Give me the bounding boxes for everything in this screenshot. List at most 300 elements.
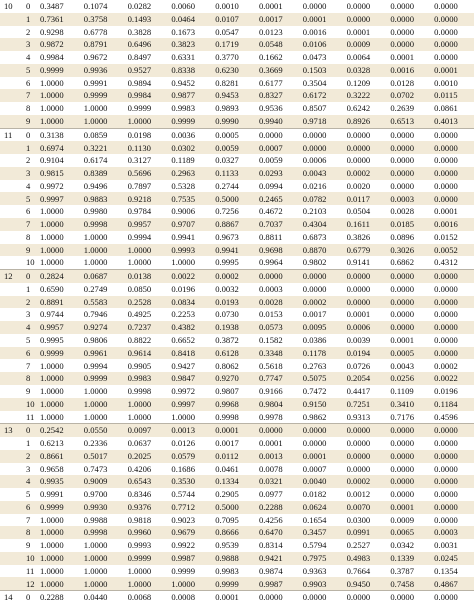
probability-cell: 0.9997 — [171, 398, 215, 411]
x-cell: 5 — [26, 334, 31, 345]
probability-cell: 0.0000 — [390, 296, 434, 309]
probability-cell: 0.0000 — [434, 309, 458, 320]
x-cell: 7 — [26, 360, 31, 371]
table-row — [0, 321, 474, 334]
probability-cell: 0.0182 — [302, 489, 327, 500]
probability-cell: 0.9872 — [40, 38, 84, 51]
probability-cell: 0.6778 — [83, 26, 108, 37]
probability-cell: 0.7361 — [40, 13, 84, 26]
probability-cell: 1.0000 — [40, 244, 84, 257]
probability-cell: 0.9807 — [215, 386, 239, 397]
probability-cell: 0.3669 — [259, 64, 303, 77]
n-cell — [0, 398, 26, 411]
table-row — [0, 488, 474, 501]
probability-cell: 0.9980 — [83, 206, 108, 217]
probability-cell: 0.7946 — [83, 309, 108, 320]
x-cell: 9 — [26, 386, 31, 397]
n-cell — [0, 205, 26, 218]
n-cell — [0, 115, 26, 128]
probability-cell: 0.0861 — [434, 103, 458, 114]
probability-cell: 0.0000 — [390, 321, 434, 334]
probability-cell: 0.9998 — [84, 218, 128, 231]
x-cell: 8 — [26, 231, 31, 242]
probability-cell: 0.0003 — [258, 283, 283, 294]
probability-cell: 0.0060 — [171, 1, 196, 12]
probability-cell: 0.0123 — [258, 26, 283, 37]
x-cell: 0 — [26, 1, 31, 12]
probability-cell: 0.9270 — [215, 372, 259, 385]
probability-cell: 0.9298 — [40, 26, 64, 37]
probability-cell: 0.8661 — [40, 450, 84, 463]
probability-cell: 0.0000 — [434, 475, 474, 488]
probability-cell: 1.0000 — [40, 218, 84, 231]
probability-cell: 0.0687 — [84, 270, 128, 283]
probability-cell: 0.1503 — [303, 64, 347, 77]
probability-cell: 1.0000 — [171, 577, 215, 590]
probability-cell: 0.9006 — [171, 206, 196, 217]
n-cell — [0, 102, 26, 115]
x-cell: 10 — [26, 257, 35, 268]
table-row — [0, 385, 474, 398]
probability-cell: 0.6242 — [346, 103, 371, 114]
probability-cell: 0.9883 — [84, 192, 128, 205]
n-cell — [0, 488, 26, 501]
probability-cell: 0.1178 — [303, 347, 347, 360]
probability-cell: 0.0000 — [434, 438, 458, 449]
probability-cell: 0.0106 — [303, 38, 347, 51]
probability-cell: 0.9984 — [128, 89, 172, 102]
n-cell — [0, 256, 26, 269]
probability-cell: 0.9972 — [40, 180, 64, 191]
probability-cell: 0.9960 — [128, 526, 172, 539]
probability-cell: 0.6174 — [83, 155, 108, 166]
probability-cell: 0.9818 — [127, 514, 152, 525]
table-row — [0, 0, 474, 13]
x-cell: 1 — [26, 283, 31, 294]
n-cell — [0, 501, 26, 514]
x-cell: 3 — [26, 38, 40, 51]
probability-cell: 0.0152 — [434, 231, 458, 242]
n-cell — [0, 180, 26, 193]
probability-cell: 0.9104 — [40, 155, 64, 166]
probability-cell: 0.0017 — [259, 13, 303, 26]
probability-cell: 0.0000 — [434, 334, 458, 345]
n-cell — [0, 437, 26, 450]
probability-cell: 1.0000 — [40, 565, 64, 576]
probability-cell: 0.0008 — [171, 591, 215, 604]
probability-cell: 0.0193 — [215, 296, 259, 309]
probability-cell: 0.9905 — [127, 360, 152, 371]
probability-cell: 0.8870 — [303, 244, 347, 257]
probability-cell: 0.0016 — [390, 64, 434, 77]
n-cell — [0, 565, 26, 578]
x-cell: 4 — [26, 52, 31, 63]
probability-cell: 0.7472 — [302, 386, 327, 397]
probability-cell: 0.0302 — [171, 141, 215, 154]
probability-cell: 0.9862 — [302, 411, 327, 422]
n-cell: 10 — [4, 1, 13, 12]
table-row — [0, 256, 474, 269]
probability-cell: 1.0000 — [171, 257, 196, 268]
probability-cell: 0.5696 — [128, 167, 172, 180]
table-row — [0, 26, 474, 39]
x-cell: 9 — [26, 244, 40, 257]
probability-cell: 0.0000 — [434, 155, 458, 166]
table-row — [0, 192, 474, 205]
probability-cell: 1.0000 — [128, 398, 172, 411]
table-row — [0, 13, 474, 26]
probability-cell: 0.0126 — [171, 438, 196, 449]
probability-cell: 0.9700 — [83, 489, 108, 500]
probability-cell: 0.8062 — [215, 360, 239, 371]
probability-cell: 0.0859 — [84, 128, 128, 141]
n-cell — [0, 334, 26, 347]
probability-cell: 0.0702 — [390, 89, 434, 102]
x-cell: 3 — [26, 167, 40, 180]
probability-cell: 0.2336 — [83, 438, 108, 449]
probability-cell: 0.6213 — [40, 438, 64, 449]
probability-cell: 0.0007 — [302, 463, 327, 474]
probability-cell: 0.0002 — [303, 296, 347, 309]
probability-cell: 0.0550 — [84, 424, 128, 437]
probability-cell: 0.9993 — [127, 540, 152, 551]
probability-cell: 0.0977 — [258, 489, 283, 500]
probability-cell: 0.0052 — [434, 244, 474, 257]
probability-cell: 0.0198 — [128, 128, 172, 141]
probability-cell: 0.0003 — [434, 526, 474, 539]
probability-cell: 1.0000 — [40, 89, 84, 102]
probability-cell: 0.0547 — [215, 26, 239, 37]
probability-cell: 0.9941 — [171, 231, 196, 242]
probability-cell: 0.9999 — [40, 501, 84, 514]
probability-cell: 1.0000 — [83, 411, 108, 422]
probability-cell: 0.2639 — [390, 103, 415, 114]
probability-cell: 0.0000 — [434, 424, 474, 437]
probability-cell: 0.0196 — [434, 386, 458, 397]
probability-cell: 0.0573 — [259, 321, 303, 334]
probability-cell: 0.0065 — [390, 526, 434, 539]
x-cell: 2 — [26, 155, 31, 166]
probability-cell: 0.0012 — [346, 489, 371, 500]
probability-cell: 1.0000 — [128, 577, 172, 590]
probability-cell: 0.9993 — [171, 244, 215, 257]
probability-cell: 0.9877 — [171, 89, 215, 102]
probability-cell: 0.0282 — [127, 1, 152, 12]
probability-cell: 1.0000 — [83, 257, 108, 268]
n-cell — [0, 359, 26, 372]
table-row — [0, 565, 474, 578]
probability-cell: 1.0000 — [40, 372, 84, 385]
probability-cell: 1.0000 — [171, 411, 196, 422]
probability-cell: 0.6862 — [390, 257, 415, 268]
probability-cell: 0.4206 — [127, 463, 152, 474]
probability-cell: 0.9894 — [127, 77, 152, 88]
probability-cell: 0.0031 — [434, 540, 458, 551]
probability-cell: 0.9999 — [84, 89, 128, 102]
probability-cell: 0.5017 — [84, 450, 128, 463]
probability-cell: 0.4304 — [303, 218, 347, 231]
probability-cell: 0.0003 — [390, 192, 434, 205]
probability-cell: 1.0000 — [40, 360, 64, 371]
probability-cell: 1.0000 — [83, 231, 108, 242]
n-cell — [0, 231, 26, 244]
probability-cell: 0.9166 — [258, 386, 283, 397]
probability-cell: 0.9983 — [128, 372, 172, 385]
probability-cell: 0.0000 — [347, 296, 391, 309]
probability-cell: 0.0001 — [258, 1, 283, 12]
probability-cell: 0.8314 — [258, 540, 283, 551]
probability-cell: 0.3127 — [127, 155, 152, 166]
probability-cell: 0.1938 — [215, 321, 259, 334]
probability-cell: 0.0001 — [215, 591, 259, 604]
probability-cell: 0.6331 — [171, 52, 196, 63]
probability-cell: 0.0022 — [171, 270, 215, 283]
n-cell: 14 — [0, 591, 26, 604]
probability-cell: 0.9999 — [171, 115, 215, 128]
probability-cell: 0.0059 — [258, 155, 283, 166]
probability-cell: 0.2528 — [128, 296, 172, 309]
probability-cell: 0.0001 — [434, 64, 474, 77]
probability-cell: 0.0000 — [347, 424, 391, 437]
n-cell — [0, 244, 26, 257]
x-cell: 0 — [26, 591, 40, 604]
x-cell: 8 — [26, 103, 31, 114]
probability-cell: 0.4312 — [434, 257, 458, 268]
x-cell: 8 — [26, 372, 40, 385]
table-row — [0, 591, 474, 604]
probability-cell: 0.0000 — [434, 463, 458, 474]
x-cell: 5 — [26, 192, 40, 205]
probability-cell: 0.0013 — [171, 424, 215, 437]
probability-cell: 0.0473 — [302, 52, 327, 63]
x-cell: 2 — [26, 296, 40, 309]
probability-cell: 0.0000 — [302, 438, 327, 449]
probability-cell: 0.0001 — [346, 309, 371, 320]
probability-cell: 0.0000 — [434, 192, 474, 205]
probability-cell: 0.0327 — [215, 155, 239, 166]
probability-cell: 0.0328 — [347, 64, 391, 77]
probability-cell: 0.9452 — [171, 77, 196, 88]
probability-cell: 1.0000 — [127, 411, 152, 422]
x-cell: 4 — [26, 321, 40, 334]
probability-cell: 0.0001 — [303, 13, 347, 26]
probability-cell: 0.9679 — [171, 526, 215, 539]
table-row — [0, 115, 474, 128]
x-cell: 0 — [26, 270, 40, 283]
table-row — [0, 89, 474, 102]
probability-cell: 0.9998 — [84, 526, 128, 539]
probability-cell: 0.0016 — [434, 218, 474, 231]
probability-cell: 0.0043 — [303, 167, 347, 180]
probability-cell: 0.1611 — [347, 218, 391, 231]
table-row — [0, 539, 474, 552]
probability-cell: 0.2905 — [215, 489, 239, 500]
n-cell — [0, 167, 26, 180]
probability-cell: 0.0001 — [258, 438, 283, 449]
n-cell — [0, 385, 26, 398]
probability-cell: 0.9141 — [346, 257, 371, 268]
probability-cell: 0.0000 — [346, 283, 371, 294]
probability-cell: 0.0000 — [347, 141, 391, 154]
table-row — [0, 218, 474, 231]
table-row — [0, 283, 474, 296]
probability-cell: 0.1582 — [258, 334, 283, 345]
table-row — [0, 154, 474, 167]
probability-cell: 0.7535 — [171, 192, 215, 205]
probability-cell: 0.0138 — [128, 270, 172, 283]
probability-cell: 0.0321 — [259, 475, 303, 488]
probability-cell: 0.2527 — [346, 540, 371, 551]
probability-cell: 0.0000 — [390, 180, 415, 191]
probability-cell: 0.9614 — [128, 347, 172, 360]
probability-cell: 0.1189 — [171, 155, 195, 166]
probability-cell: 1.0000 — [128, 115, 172, 128]
probability-cell: 0.0000 — [346, 463, 371, 474]
x-cell: 4 — [26, 475, 40, 488]
probability-cell: 1.0000 — [84, 552, 128, 565]
probability-cell: 1.0000 — [40, 386, 64, 397]
probability-cell: 0.9536 — [258, 103, 283, 114]
n-cell — [0, 475, 26, 488]
probability-cell: 0.2465 — [259, 192, 303, 205]
probability-cell: 0.0097 — [128, 424, 172, 437]
n-cell — [0, 26, 26, 39]
n-cell — [0, 577, 26, 590]
probability-cell: 0.0000 — [302, 283, 327, 294]
probability-cell: 0.6974 — [40, 141, 84, 154]
probability-cell: 0.9957 — [128, 218, 172, 231]
probability-cell: 0.0000 — [390, 38, 434, 51]
probability-cell: 0.0022 — [434, 372, 474, 385]
probability-cell: 0.1654 — [302, 514, 327, 525]
probability-cell: 0.9363 — [302, 565, 327, 576]
probability-cell: 0.8791 — [84, 38, 128, 51]
table-row — [0, 167, 474, 180]
probability-cell: 0.4417 — [346, 386, 371, 397]
n-cell: 11 — [0, 128, 26, 141]
x-cell: 10 — [26, 552, 40, 565]
probability-cell: 0.0000 — [390, 26, 415, 37]
probability-cell: 0.7176 — [390, 411, 415, 422]
probability-cell: 0.0000 — [434, 1, 458, 12]
probability-cell: 0.0834 — [171, 296, 215, 309]
probability-cell: 0.1354 — [434, 565, 458, 576]
n-cell — [0, 218, 26, 231]
probability-cell: 0.9995 — [40, 334, 64, 345]
probability-cell: 0.7458 — [390, 577, 434, 590]
probability-cell: 0.0001 — [215, 424, 259, 437]
probability-cell: 0.1339 — [390, 552, 434, 565]
probability-cell: 0.0001 — [346, 26, 371, 37]
probability-cell: 0.0043 — [390, 360, 415, 371]
probability-cell: 0.0194 — [347, 347, 391, 360]
probability-cell: 0.7256 — [215, 206, 239, 217]
n-cell: 13 — [0, 424, 26, 437]
probability-cell: 0.0064 — [346, 52, 371, 63]
probability-cell: 0.0440 — [84, 591, 128, 604]
probability-cell: 1.0000 — [127, 257, 152, 268]
table-row — [0, 501, 474, 514]
probability-cell: 0.0000 — [390, 270, 434, 283]
table-row — [0, 437, 474, 450]
x-cell: 0 — [26, 128, 40, 141]
probability-cell: 0.0000 — [390, 591, 434, 604]
probability-cell: 0.2749 — [83, 283, 108, 294]
probability-cell: 0.0095 — [303, 321, 347, 334]
probability-cell: 0.6652 — [171, 334, 196, 345]
probability-cell: 0.4382 — [171, 321, 215, 334]
probability-cell: 0.8867 — [215, 218, 259, 231]
probability-cell: 0.2253 — [171, 309, 196, 320]
probability-cell: 0.0300 — [346, 514, 371, 525]
x-cell: 8 — [26, 526, 40, 539]
probability-cell: 0.9218 — [128, 192, 172, 205]
table-row — [0, 102, 474, 115]
x-cell: 10 — [26, 398, 40, 411]
probability-cell: 0.8891 — [40, 296, 84, 309]
probability-cell: 0.8346 — [127, 489, 152, 500]
probability-cell: 0.0579 — [171, 450, 215, 463]
probability-cell: 0.0196 — [171, 283, 196, 294]
probability-cell: 1.0000 — [84, 244, 128, 257]
x-cell: 7 — [26, 514, 31, 525]
probability-cell: 0.4256 — [258, 514, 283, 525]
probability-cell: 0.8811 — [258, 231, 283, 242]
probability-cell: 0.4867 — [434, 577, 474, 590]
probability-cell: 0.0000 — [434, 141, 474, 154]
probability-cell: 0.0000 — [390, 283, 415, 294]
n-cell — [0, 296, 26, 309]
probability-cell: 0.9997 — [40, 192, 84, 205]
probability-cell: 0.0000 — [303, 591, 347, 604]
probability-cell: 0.0005 — [215, 128, 259, 141]
probability-cell: 0.0000 — [434, 501, 474, 514]
probability-cell: 0.9496 — [83, 180, 108, 191]
probability-cell: 0.0000 — [303, 128, 347, 141]
probability-cell: 1.0000 — [83, 103, 108, 114]
probability-cell: 0.9150 — [303, 398, 347, 411]
probability-cell: 0.9936 — [84, 64, 128, 77]
n-cell — [0, 411, 26, 424]
probability-cell: 1.0000 — [40, 103, 64, 114]
probability-cell: 0.0001 — [390, 334, 415, 345]
probability-cell: 0.6779 — [347, 244, 391, 257]
probability-cell: 1.0000 — [40, 577, 84, 590]
probability-cell: 1.0000 — [40, 540, 64, 551]
probability-cell: 0.0000 — [390, 450, 434, 463]
probability-cell: 0.6230 — [215, 64, 259, 77]
probability-cell: 1.0000 — [83, 540, 108, 551]
probability-cell: 1.0000 — [40, 398, 84, 411]
probability-cell: 1.0000 — [127, 565, 152, 576]
probability-cell: 0.9991 — [40, 489, 64, 500]
probability-cell: 0.8281 — [215, 77, 239, 88]
table-row — [0, 244, 474, 257]
x-cell: 2 — [26, 26, 31, 37]
probability-cell: 0.9940 — [259, 115, 303, 128]
probability-cell: 0.3457 — [303, 526, 347, 539]
probability-cell: 0.9987 — [259, 577, 303, 590]
x-cell: 5 — [26, 489, 31, 500]
probability-cell: 0.9999 — [40, 64, 84, 77]
probability-cell: 0.9527 — [128, 64, 172, 77]
probability-cell: 0.0548 — [259, 38, 303, 51]
n-cell — [0, 321, 26, 334]
probability-cell: 0.4672 — [258, 206, 283, 217]
probability-cell: 0.9784 — [127, 206, 152, 217]
probability-cell: 0.6128 — [215, 347, 259, 360]
probability-cell: 0.3138 — [40, 128, 84, 141]
